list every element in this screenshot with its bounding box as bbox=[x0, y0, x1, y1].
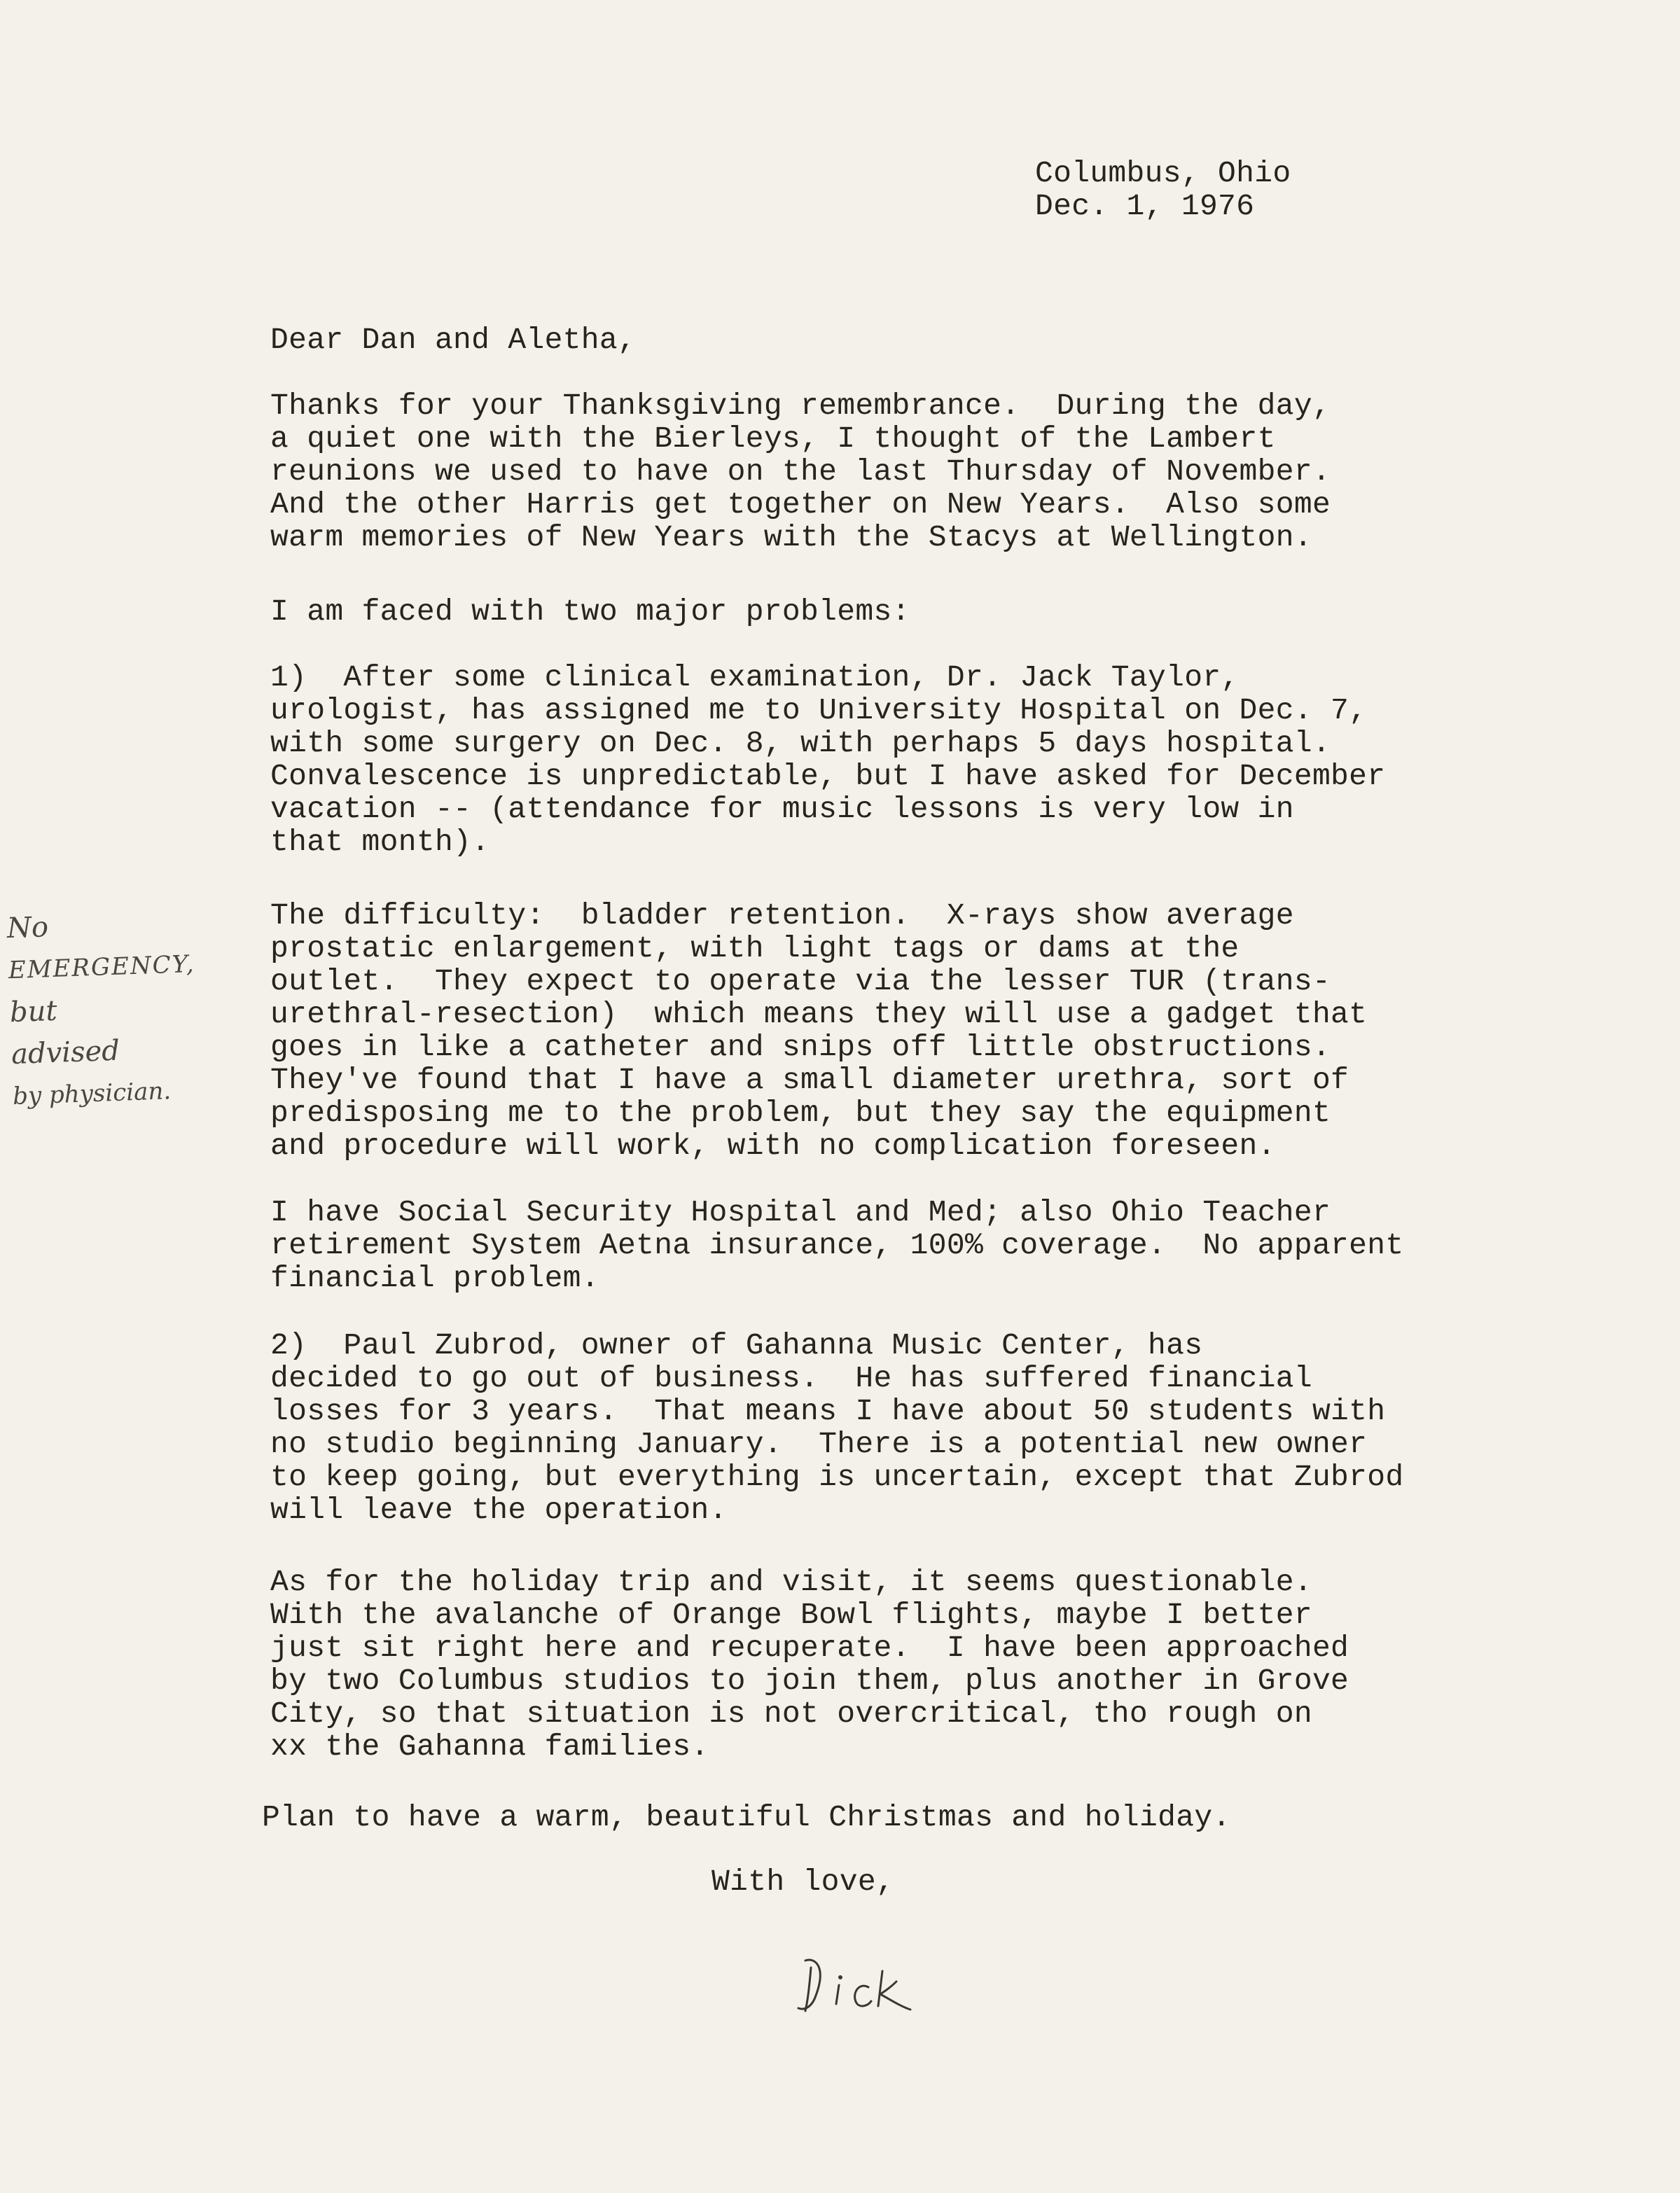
paragraph-insurance bbox=[270, 1196, 1403, 1295]
note-line: advised bbox=[11, 1034, 120, 1071]
text-line: vacation -- (attendance for music lessons is very low in bbox=[270, 792, 1294, 826]
text-line: losses for 3 years. That means I have about 50 students with bbox=[270, 1394, 1386, 1428]
text-line: xx the Gahanna families. bbox=[270, 1729, 709, 1764]
date: Dec. 1, 1976 bbox=[1035, 189, 1255, 223]
text-line: City, so that situation is not overcritical, tho rough on bbox=[270, 1697, 1312, 1731]
text-line: with some surgery on Dec. 8, with perhaps 5 days hospital. bbox=[270, 726, 1331, 760]
text-line: With the avalanche of Orange Bowl flights, maybe I better bbox=[270, 1598, 1312, 1632]
note-line: by physician. bbox=[12, 1077, 172, 1111]
salutation bbox=[270, 323, 636, 356]
text-line: financial problem. bbox=[270, 1261, 599, 1295]
paragraph-christmas bbox=[262, 1801, 1231, 1834]
text-line: The difficulty: bladder retention. X-rays show average bbox=[270, 898, 1294, 933]
text-line: warm memories of New Years with the Stacys at Wellington. bbox=[270, 520, 1312, 555]
paragraph-difficulty bbox=[270, 899, 1367, 1162]
text-line: Plan to have a warm, beautiful Christmas and holiday. bbox=[262, 1800, 1231, 1835]
place: Columbus, Ohio bbox=[1035, 156, 1291, 190]
text-line: urologist, has assigned me to University Hospital on Dec. 7, bbox=[270, 693, 1368, 727]
text-line: I am faced with two major problems: bbox=[270, 594, 910, 629]
text-line: will leave the operation. bbox=[270, 1493, 728, 1527]
note-line: No bbox=[6, 911, 49, 945]
paragraph-holiday-trip bbox=[270, 1566, 1349, 1763]
text-line: reunions we used to have on the last Thursday of November. bbox=[270, 454, 1331, 489]
text-line: predisposing me to the problem, but they say the equipment bbox=[270, 1096, 1331, 1130]
text-line: As for the holiday trip and visit, it seems questionable. bbox=[270, 1565, 1312, 1599]
dateline bbox=[1035, 157, 1291, 223]
text-line: 2) Paul Zubrod, owner of Gahanna Music Center, has bbox=[270, 1328, 1203, 1363]
text-line: that month). bbox=[270, 825, 490, 859]
note-line: EMERGENCY, bbox=[8, 949, 196, 985]
paragraph-problem-2 bbox=[270, 1329, 1403, 1526]
text-line: retirement System Aetna insurance, 100% coverage. No apparent bbox=[270, 1228, 1404, 1262]
text-line: just sit right here and recuperate. I have been approached bbox=[270, 1631, 1349, 1665]
text-line: And the other Harris get together on New Years. Also some bbox=[270, 487, 1331, 522]
text-line: Thanks for your Thanksgiving remembrance. During the day, bbox=[270, 389, 1331, 423]
text-line: Convalescence is unpredictable, but I have asked for December bbox=[270, 759, 1386, 793]
text-line: a quiet one with the Bierleys, I thought of the Lambert bbox=[270, 422, 1276, 456]
text-line: decided to go out of business. He has suffered financial bbox=[270, 1361, 1312, 1395]
text-line: by two Columbus studios to join them, plus another in Grove bbox=[270, 1664, 1349, 1698]
text-line: They've found that I have a small diameter urethra, sort of bbox=[270, 1063, 1349, 1097]
text-line: goes in like a catheter and snips off little obstructions. bbox=[270, 1030, 1331, 1064]
text-line: no studio beginning January. There is a potential new owner bbox=[270, 1427, 1368, 1461]
paragraph-problems-intro bbox=[270, 595, 910, 628]
closing-text: With love, bbox=[711, 1865, 895, 1899]
paragraph-thanksgiving bbox=[270, 389, 1331, 554]
text-line: I have Social Security Hospital and Med; also Ohio Teacher bbox=[270, 1195, 1331, 1230]
text-line: and procedure will work, with no complication foreseen. bbox=[270, 1129, 1276, 1163]
text-line: prostatic enlargement, with light tags or dams at the bbox=[270, 931, 1240, 966]
text-line: urethral-resection) which means they will use a gadget that bbox=[270, 997, 1368, 1031]
text-line: to keep going, but everything is uncertain, except that Zubrod bbox=[270, 1460, 1404, 1494]
handwritten-signature bbox=[784, 1947, 938, 2024]
closing bbox=[711, 1865, 894, 1898]
note-line: but bbox=[9, 994, 58, 1029]
salutation-text: Dear Dan and Aletha, bbox=[270, 323, 637, 357]
handwritten-margin-note bbox=[6, 899, 258, 1118]
paragraph-problem-1 bbox=[270, 661, 1385, 858]
text-line: 1) After some clinical examination, Dr. Jack Taylor, bbox=[270, 660, 1240, 695]
text-line: outlet. They expect to operate via the lesser TUR (trans- bbox=[270, 964, 1331, 998]
